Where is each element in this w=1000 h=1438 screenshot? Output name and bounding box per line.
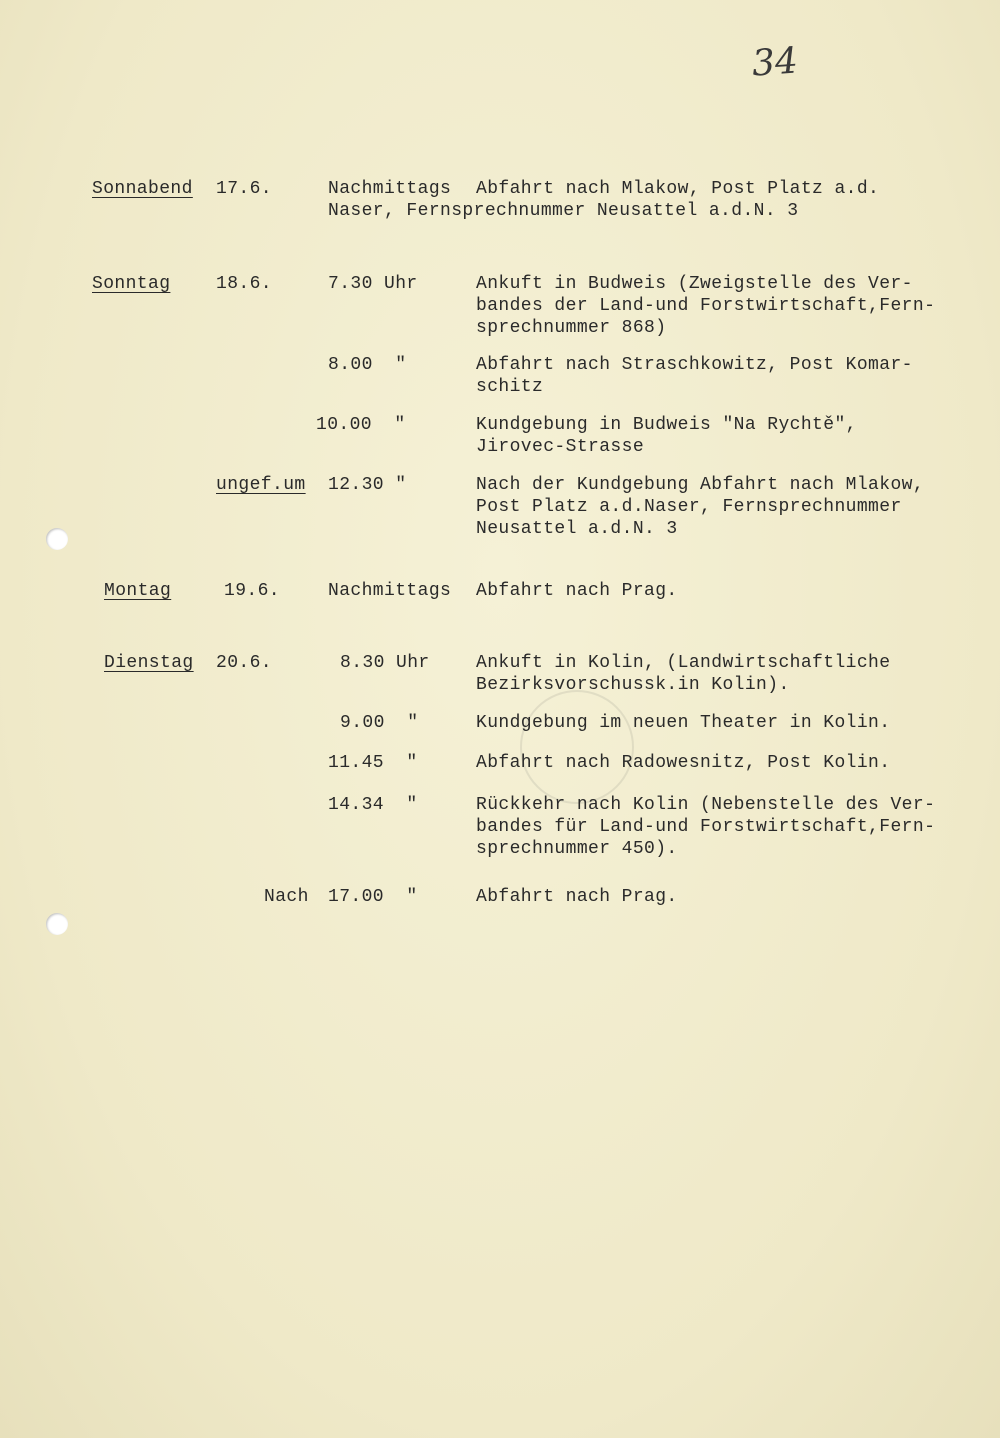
date-label: 18.6.: [216, 274, 273, 294]
entry-text-line: Naser, Fernsprechnummer Neusattel a.d.N. 3: [328, 201, 799, 221]
time-label: 7.30 Uhr: [328, 274, 418, 294]
entry-text-line: Abfahrt nach Radowesnitz, Post Kolin.: [476, 753, 891, 773]
entry-text-line: Kundgebung in Budweis "Na Rychtě",: [476, 415, 857, 435]
entry-text-line: Ankuft in Kolin, (Landwirtschaftliche: [476, 653, 891, 673]
date-label: 17.6.: [216, 179, 273, 199]
entry-text-line: bandes für Land-und Forstwirtschaft,Fern-: [476, 817, 936, 837]
entry-text-line: sprechnummer 450).: [476, 839, 678, 859]
entry-text-line: Kundgebung im neuen Theater in Kolin.: [476, 713, 891, 733]
entry-text-line: Rückkehr nach Kolin (Nebenstelle des Ver-: [476, 795, 936, 815]
entry-text-line: Nach der Kundgebung Abfahrt nach Mlakow,: [476, 475, 925, 495]
entry-text-line: Abfahrt nach Mlakow, Post Platz a.d.: [476, 179, 880, 199]
entry-text-line: Abfahrt nach Straschkowitz, Post Komar-: [476, 355, 913, 375]
time-label: 9.00 ": [340, 713, 419, 733]
entry-text-line: sprechnummer 868): [476, 318, 667, 338]
entry-text-line: Ankuft in Budweis (Zweigstelle des Ver-: [476, 274, 913, 294]
entry-text-line: bandes der Land-und Forstwirtschaft,Fern-: [476, 296, 936, 316]
time-label: 12.30 ": [328, 475, 407, 495]
entry-text-line: Post Platz a.d.Naser, Fernsprechnummer: [476, 497, 902, 517]
day-label: Sonnabend: [92, 179, 193, 199]
entry-text-line: Abfahrt nach Prag.: [476, 887, 678, 907]
date-label: 19.6.: [224, 581, 281, 601]
day-label: Dienstag: [104, 653, 194, 673]
time-label: 11.45 ": [328, 753, 418, 773]
entry-text-line: schitz: [476, 377, 544, 397]
page-number: 34: [750, 40, 800, 85]
time-label: 8.30 Uhr: [340, 653, 430, 673]
time-label: 14.34 ": [328, 795, 418, 815]
punch-hole: [46, 913, 68, 935]
time-label: Nachmittags: [328, 179, 452, 199]
time-label: 8.00 ": [328, 355, 407, 375]
day-label: Montag: [104, 581, 172, 601]
faint-stamp: [520, 690, 634, 804]
entry-text-line: Jirovec-Strasse: [476, 437, 645, 457]
entry-text-line: Abfahrt nach Prag.: [476, 581, 678, 601]
time-label: 10.00 ": [316, 415, 406, 435]
approx-prefix: ungef.um: [216, 475, 306, 495]
entry-text-line: Neusattel a.d.N. 3: [476, 519, 678, 539]
date-label: 20.6.: [216, 653, 273, 673]
time-label: 17.00 ": [328, 887, 418, 907]
time-label: Nachmittags: [328, 581, 452, 601]
punch-hole: [46, 528, 68, 550]
time-prefix: Nach: [264, 887, 309, 907]
entry-text-line: Bezirksvorschussk.in Kolin).: [476, 675, 790, 695]
day-label: Sonntag: [92, 274, 171, 294]
